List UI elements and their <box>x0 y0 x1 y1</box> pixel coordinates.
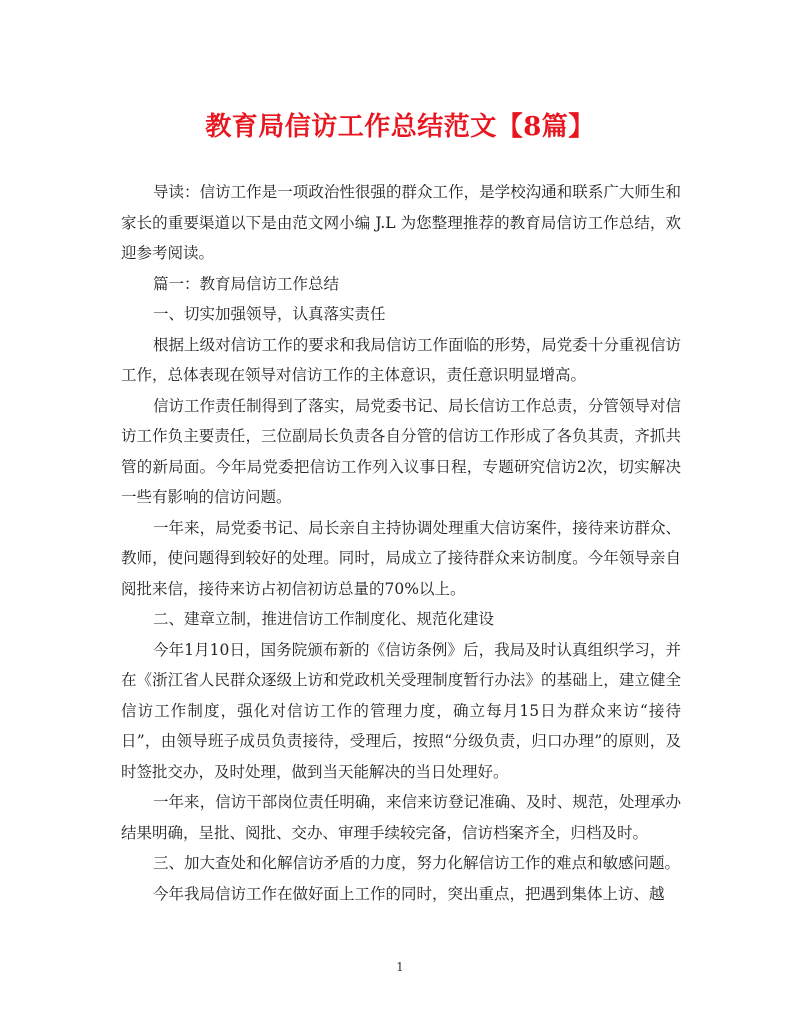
intro-paragraph: 导读：信访工作是一项政治性很强的群众工作，是学校沟通和联系广大师生和家长的重要渠道以下是由范文网小编 J.L 为您整理推荐的教育局信访工作总结，欢迎参考阅读。 <box>121 183 681 262</box>
subsection-heading: 二、建章立制，推进信访工作制度化、规范化建设 <box>153 610 495 628</box>
section-heading: 篇一：教育局信访工作总结 <box>153 274 340 293</box>
body-paragraph: 今年我局信访工作在做好面上工作的同时，突出重点，把遇到集体上访、越 <box>153 884 665 903</box>
page-title: 教育局信访工作总结范文【8篇】 <box>205 112 595 142</box>
body-paragraph: 一年来，局党委书记、局长亲自主持协调处理重大信访案件，接待来访群众、教师，使问题得到较好的处理。同时，局成立了接待群众来访制度。今年领导亲自阅批来信，接待来访占初信初访总量的70%以上。 <box>121 518 681 598</box>
body-paragraph: 今年1月10日，国务院颁布新的《信访条例》后，我局及时认真组织学习，并在《浙江省人民群众逐级上访和党政机关受理制度暂行办法》的基础上，建立健全信访工作制度，强化对信访工作的管理力度，确立每月15日为群众来访“接待日”，由领导班子成员负责接待，受理后，按照“分级负责，归口办理”的原则，及时签批交办，及时处理，做到当天能解决的当日处理好。 <box>121 640 681 781</box>
body-paragraph: 根据上级对信访工作的要求和我局信访工作面临的形势，局党委十分重视信访工作，总体表现在领导对信访工作的主体意识，责任意识明显增高。 <box>121 335 681 384</box>
subsection-heading: 一、切实加强领导，认真落实责任 <box>153 305 386 323</box>
subsection-heading: 三、加大查处和化解信访矛盾的力度，努力化解信访工作的难点和敏感问题。 <box>153 854 681 872</box>
body-paragraph: 一年来，信访干部岗位责任明确，来信来访登记准确、及时、规范，处理承办结果明确，呈批、阅批、交办、审理手续较完备，信访档案齐全，归档及时。 <box>121 793 681 842</box>
page-number: 1 <box>396 960 404 974</box>
body-paragraph: 信访工作责任制得到了落实，局党委书记、局长信访工作总责，分管领导对信访工作负主要责任，三位副局长负责各自分管的信访工作形成了各负其责，齐抓共管的新局面。今年局党委把信访工作列入议事日程，专题研究信访2次，切实解决一些有影响的信访问题。 <box>121 396 681 506</box>
document-body <box>121 177 681 909</box>
